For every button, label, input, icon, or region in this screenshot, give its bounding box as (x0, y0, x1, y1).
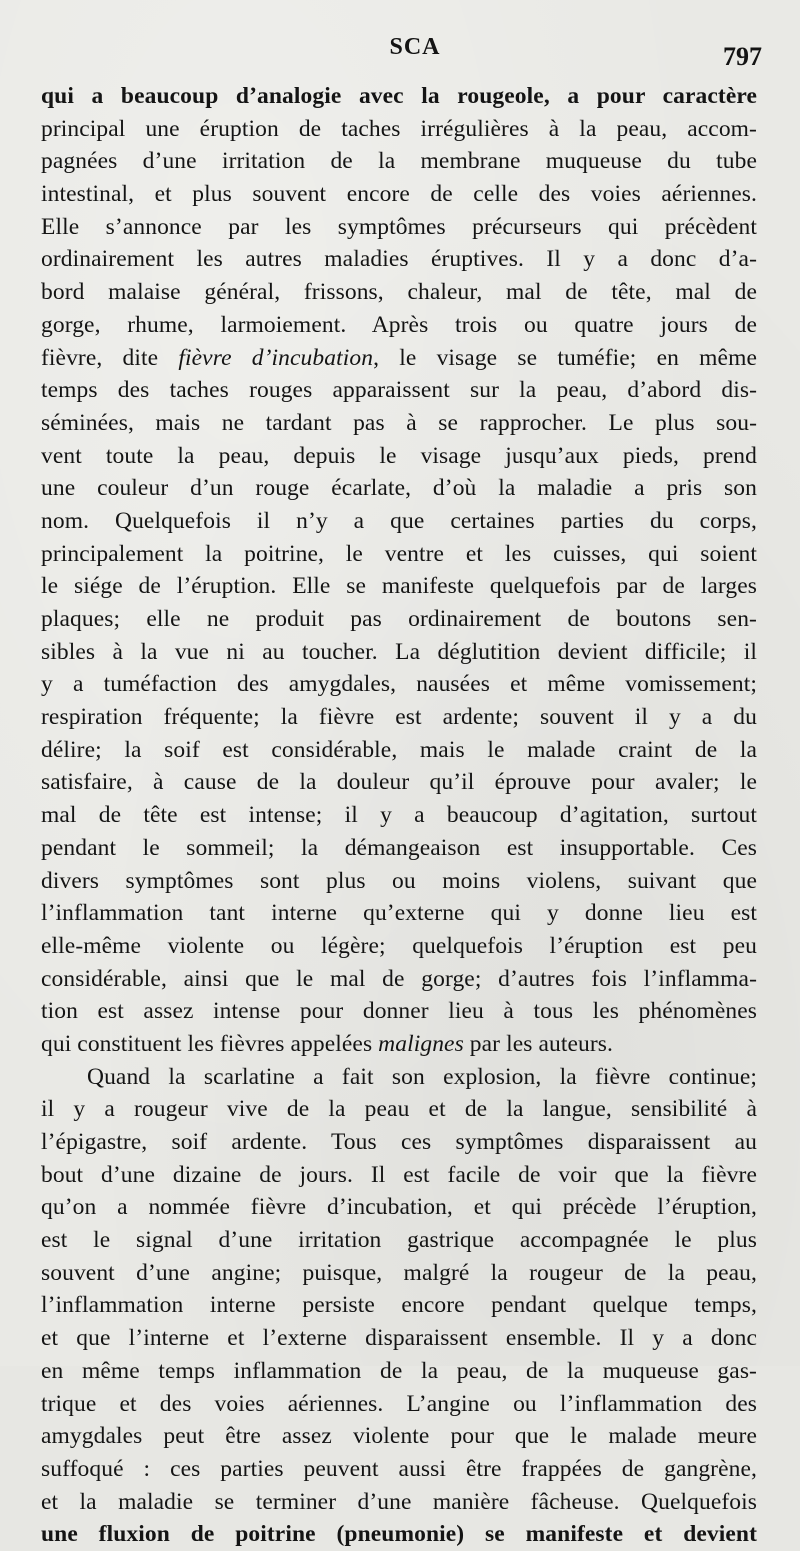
text-line (41, 701, 757, 734)
text-line (41, 1061, 757, 1094)
italic-term: malignes (378, 1030, 464, 1057)
text-line (41, 963, 757, 996)
text-segment: intestinal, et plus souvent encore de celle des voies aériennes. (41, 181, 757, 208)
text-line (41, 570, 757, 603)
text-segment: qu’on a nommée fièvre d’incubation, et qui précède l’éruption, (41, 1194, 757, 1221)
text-segment: divers symptômes sont plus ou moins violens, suivant que (41, 867, 757, 894)
text-line (41, 1289, 757, 1322)
text-line (41, 766, 757, 799)
text-line (41, 1224, 757, 1257)
text-segment: nom. Quelquefois il n’y a que certaines parties du corps, (41, 507, 757, 534)
text-line (41, 342, 757, 375)
text-line (41, 1518, 757, 1551)
text-segment: qui constituent les fièvres appelées (41, 1030, 379, 1057)
text-line (41, 472, 757, 505)
text-segment: et la maladie se terminer d’une manière fâcheuse. Quelquefois (41, 1488, 757, 1515)
text-segment: suffoqué : ces parties peuvent aussi être frappées de gangrène, (41, 1455, 757, 1482)
text-line (41, 897, 757, 930)
page-number: 797 (723, 42, 762, 71)
text-segment: principalement la poitrine, le ventre et les cuisses, qui soient (41, 540, 757, 567)
text-segment: qui a beaucoup d’analogie avec la rougeole, a pour caractère (41, 83, 757, 109)
text-segment: , le visage se tuméfie; en même (373, 344, 757, 371)
text-segment: Elle s’annonce par les symptômes précurseurs qui précèdent (41, 213, 757, 240)
italic-term: fièvre d’incubation (178, 344, 374, 371)
text-segment: mal de tête est intense; il y a beaucoup d’agitation, surtout (41, 802, 757, 829)
text-line (41, 1322, 757, 1355)
text-segment: l’épigastre, soif ardente. Tous ces symptômes disparaissent au (41, 1129, 757, 1155)
text-segment: ordinairement les autres maladies éruptives. Il y a donc d’a- (41, 246, 757, 273)
text-line (41, 1453, 757, 1486)
text-segment: délire; la soif est considérable, mais le malade craint de la (41, 736, 757, 763)
text-segment: est le signal d’une irritation gastrique accompagnée le plus (41, 1227, 757, 1254)
text-line (41, 178, 757, 211)
text-line (41, 1486, 757, 1519)
body-text (41, 80, 757, 1551)
text-line (41, 636, 757, 669)
text-segment: pendant le sommeil; la démangeaison est insupportable. Ces (41, 834, 757, 861)
text-line (41, 832, 757, 865)
text-segment: l’inflammation interne persiste encore pendant quelque temps, (41, 1292, 757, 1319)
text-line (41, 1159, 757, 1192)
text-segment: sibles à la vue ni au toucher. La déglutition devient difficile; il (41, 638, 757, 665)
text-line (41, 1420, 757, 1453)
text-segment: le siége de l’éruption. Elle se manifeste quelquefois par de larges (41, 573, 757, 600)
text-line (41, 309, 757, 342)
text-segment: y a tuméfaction des amygdales, nausées et même vomissement; (41, 671, 757, 698)
text-segment: satisfaire, à cause de la douleur qu’il éprouve pour avaler; le (41, 769, 757, 796)
text-segment: et que l’interne et l’externe disparaissent ensemble. Il y a donc (41, 1325, 757, 1352)
text-line (41, 243, 757, 276)
running-header (40, 34, 762, 71)
text-segment: en même temps inflammation de la peau, de la muqueuse gas- (41, 1357, 757, 1384)
text-line (41, 1028, 757, 1061)
text-line (41, 799, 757, 832)
text-line (41, 1093, 757, 1126)
text-line (41, 995, 757, 1028)
text-line (41, 113, 757, 146)
text-segment: l’inflammation tant interne qu’externe qui y donne lieu est (41, 900, 757, 927)
text-line (41, 374, 757, 407)
text-line (41, 668, 757, 701)
text-line (41, 603, 757, 636)
text-segment: il y a rougeur vive de la peau et de la langue, sensibilité à (41, 1096, 757, 1123)
text-line (41, 145, 757, 178)
text-segment: pagnées d’une irritation de la membrane muqueuse du tube (41, 148, 757, 175)
text-segment: principal une éruption de taches irrégulières à la peau, accom- (41, 115, 757, 142)
text-line (41, 407, 757, 440)
text-line (41, 1191, 757, 1224)
text-segment: elle-même violente ou légère; quelquefois l’éruption est peu (41, 932, 757, 959)
text-line (41, 440, 757, 473)
text-segment: séminées, mais ne tardant pas à se rapprocher. Le plus sou- (41, 409, 757, 436)
text-segment: souvent d’une angine; puisque, malgré la rougeur de la peau, (41, 1259, 757, 1286)
text-line (41, 211, 757, 244)
text-line (41, 538, 757, 571)
text-line (41, 505, 757, 538)
text-segment: bout d’une dizaine de jours. Il est facile de voir que la fièvre (41, 1161, 757, 1188)
text-line (41, 276, 757, 309)
text-line (41, 1388, 757, 1421)
text-line (41, 1257, 757, 1290)
text-line (41, 80, 757, 113)
text-segment: plaques; elle ne produit pas ordinairement de boutons sen- (41, 606, 757, 632)
text-segment: par les auteurs. (463, 1030, 613, 1057)
text-line (41, 865, 757, 898)
text-segment: vent toute la peau, depuis le visage jusqu’aux pieds, prend (41, 442, 757, 469)
text-segment: amygdales peut être assez violente pour que le malade meure (41, 1423, 757, 1450)
text-segment: tion est assez intense pour donner lieu à tous les phénomènes (41, 998, 757, 1025)
text-line (41, 1355, 757, 1388)
text-line (41, 734, 757, 767)
text-segment: bord malaise général, frissons, chaleur, mal de tête, mal de (41, 279, 757, 306)
text-segment: temps des taches rouges apparaissent sur la peau, d’abord dis- (41, 377, 757, 404)
text-segment: trique et des voies aériennes. L’angine ou l’inflammation des (41, 1390, 757, 1417)
text-segment: une fluxion de poitrine (pneumonie) se manifeste et devient (41, 1521, 757, 1548)
text-segment: considérable, ainsi que le mal de gorge; d’autres fois l’inflamma- (41, 965, 757, 992)
text-segment: une couleur d’un rouge écarlate, d’où la maladie a pris son (41, 475, 757, 502)
text-line (41, 930, 757, 963)
text-segment: respiration fréquente; la fièvre est ardente; souvent il y a du (41, 704, 757, 731)
text-line (41, 1126, 757, 1159)
text-segment: gorge, rhume, larmoiement. Après trois ou quatre jours de (41, 311, 757, 338)
text-segment: Quand la scarlatine a fait son explosion, la fièvre continue; (87, 1063, 757, 1090)
text-segment: fièvre, dite (41, 344, 179, 371)
running-title: SCA (389, 34, 441, 60)
